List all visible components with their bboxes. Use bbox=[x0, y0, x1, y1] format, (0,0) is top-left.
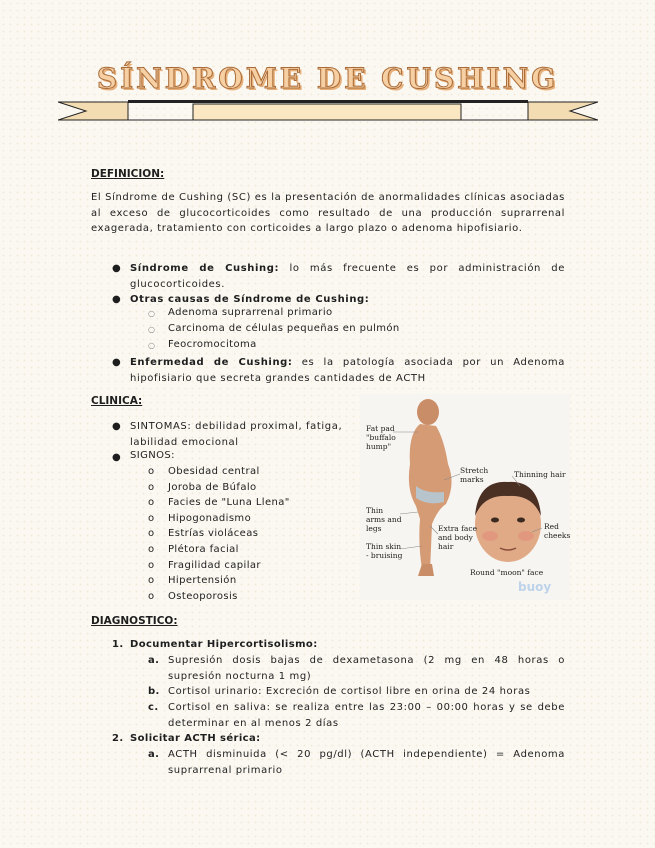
letter-marker: a. bbox=[148, 749, 160, 760]
label-moon: Round "moon" face bbox=[470, 568, 544, 577]
number-marker: 2. bbox=[112, 733, 124, 744]
o-bullet-icon: o bbox=[148, 591, 155, 602]
face-cheek bbox=[482, 531, 498, 541]
signo-item: Facies de "Luna Llena" bbox=[168, 497, 290, 508]
bullet-label: Enfermedad de Cushing: bbox=[130, 357, 293, 368]
title-ribbon bbox=[58, 98, 598, 124]
watermark-logo: buoy bbox=[518, 580, 552, 594]
diag-item: ACTH disminuida (< 20 pg/dl) (ACTH independiente) = Adenoma suprarrenal primario bbox=[168, 749, 565, 776]
page-title: SÍNDROME DE CUSHING bbox=[96, 62, 559, 95]
o-bullet-icon: o bbox=[148, 497, 155, 508]
bullet-otras-causas: Otras causas de Síndrome de Cushing: bbox=[130, 294, 370, 305]
label-fat-pad: Fat pad "buffalo hump" bbox=[366, 424, 396, 451]
sub-item: Feocromocitoma bbox=[168, 339, 257, 350]
o-bullet-icon: o bbox=[148, 575, 155, 586]
bullet-icon: ● bbox=[112, 263, 121, 274]
o-bullet-icon: o bbox=[148, 482, 155, 493]
section-heading-diagnostico: DIAGNOSTICO: bbox=[91, 615, 178, 627]
bullet-icon: ● bbox=[112, 452, 121, 463]
signo-item: Osteoporosis bbox=[168, 591, 238, 602]
o-bullet-icon: o bbox=[148, 560, 155, 571]
letter-marker: a. bbox=[148, 655, 160, 666]
signos-label: SIGNOS: bbox=[130, 450, 175, 461]
diag-step-1: Documentar Hipercortisolismo: bbox=[130, 639, 318, 650]
label-red: Red cheeks bbox=[544, 522, 571, 540]
signo-item: Hipogonadismo bbox=[168, 513, 252, 524]
signo-item: Estrías violáceas bbox=[168, 528, 259, 539]
diag-step-2: Solicitar ACTH sérica: bbox=[130, 733, 261, 744]
diag-item: Supresión dosis bajas de dexametasona (2 mg en 48 horas o supresión nocturna 1 mg) bbox=[168, 655, 565, 682]
bullet-text: lo más frecuente es por administración de glucocorticoides. bbox=[130, 263, 565, 290]
section-heading-definicion: DEFINICION: bbox=[91, 168, 165, 180]
label-face: Extra face and body hair bbox=[438, 524, 478, 551]
sintomas-text: SINTOMAS: debilidad proximal, fatiga, labilidad emocional bbox=[130, 421, 343, 448]
circle-bullet-icon: ○ bbox=[148, 341, 156, 350]
sub-item: Carcinoma de células pequeñas en pulmón bbox=[168, 323, 400, 334]
signo-item: Obesidad central bbox=[168, 466, 260, 477]
bullet-sindrome bbox=[130, 261, 565, 292]
bullet-text: es la patología asociada por un Adenoma hipofisiario que secreta grandes cantidades de ACTH bbox=[130, 357, 565, 384]
signo-item: Hipertensión bbox=[168, 575, 237, 586]
signo-item: Joroba de Búfalo bbox=[168, 482, 257, 493]
o-bullet-icon: o bbox=[148, 528, 155, 539]
number-marker: 1. bbox=[112, 639, 124, 650]
label-stretch: Stretch marks bbox=[460, 466, 489, 484]
body-head bbox=[417, 399, 439, 425]
sub-item: Adenoma suprarrenal primario bbox=[168, 307, 333, 318]
face-eye bbox=[491, 518, 499, 523]
face-eye bbox=[517, 518, 525, 523]
o-bullet-icon: o bbox=[148, 513, 155, 524]
diag-item: Cortisol en saliva: se realiza entre las 23:00 – 00:00 horas y se debe determinar en al menos 2 días bbox=[168, 702, 565, 729]
signo-item: Fragilidad capilar bbox=[168, 560, 261, 571]
definicion-text: El Síndrome de Cushing (SC) es la presentación de anormalidades clínicas asociadas al exceso de glucocorticoides como resultado de una producción suprarrenal exagerada, tratamiento con corticoides a largo plazo o adenoma hipofisiario. bbox=[91, 192, 565, 235]
circle-bullet-icon: ○ bbox=[148, 309, 156, 318]
bullet-icon: ● bbox=[112, 357, 121, 368]
o-bullet-icon: o bbox=[148, 466, 155, 477]
label-thinning: Thinning hair bbox=[514, 470, 566, 479]
label-arms: Thin arms and legs bbox=[366, 506, 402, 533]
bullet-label: Síndrome de Cushing: bbox=[130, 263, 280, 274]
face-cheek bbox=[518, 531, 534, 541]
diag-item: Cortisol urinario: Excreción de cortisol libre en orina de 24 horas bbox=[168, 686, 531, 697]
bullet-icon: ● bbox=[112, 294, 121, 305]
cushing-illustration bbox=[360, 394, 570, 600]
circle-bullet-icon: ○ bbox=[148, 325, 156, 334]
letter-marker: c. bbox=[148, 702, 159, 713]
letter-marker: b. bbox=[148, 686, 160, 697]
signo-item: Plétora facial bbox=[168, 544, 239, 555]
bullet-enfermedad bbox=[130, 355, 565, 386]
label-skin: Thin skin - bruising bbox=[366, 542, 403, 560]
section-heading-clinica: CLINICA: bbox=[91, 395, 143, 407]
o-bullet-icon: o bbox=[148, 544, 155, 555]
body-feet bbox=[418, 564, 434, 576]
bullet-icon: ● bbox=[112, 421, 121, 432]
